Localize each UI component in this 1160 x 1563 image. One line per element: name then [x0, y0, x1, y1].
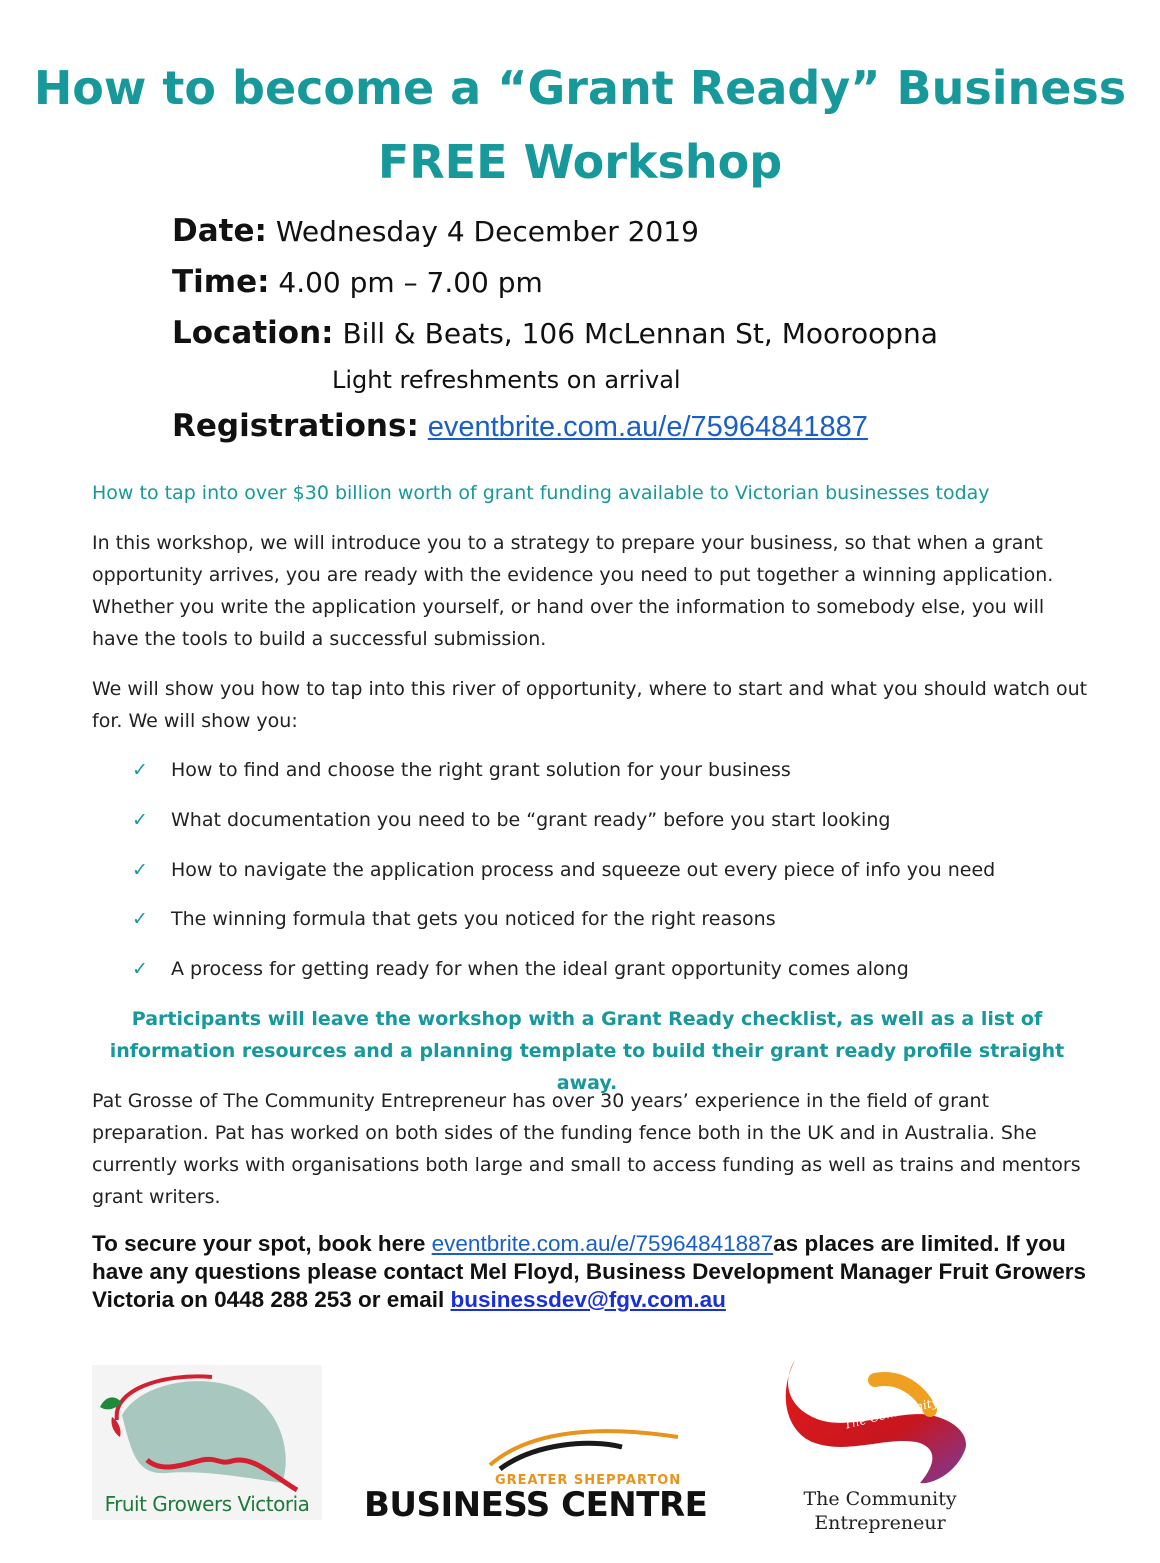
date-label: Date: — [172, 213, 267, 249]
highlight-paragraph: Participants will leave the workshop with a Grant Ready checklist, as well as a list of information resources and a planning template to build their grant ready profile straight away. — [109, 1008, 1065, 1094]
gsbc-logo — [360, 1425, 708, 1525]
show-you-paragraph: We will show you how to tap into this river of opportunity, where to start and what you should watch out for. We will show you: — [92, 678, 1088, 732]
list-item — [132, 903, 995, 953]
list-item-text: The winning formula that gets you noticed for the right reasons — [171, 908, 776, 931]
tce-ribbon-icon — [780, 1355, 1024, 1490]
list-item-text: What documentation you need to be “grant ready” before you start looking — [171, 808, 891, 831]
tce-ribbon-text: The Community Entrepreneur — [842, 1373, 1024, 1432]
list-item — [132, 804, 995, 854]
presenter-paragraph: Pat Grosse of The Community Entrepreneur has over 30 years’ experience in the field of grant preparation. Pat has worked on both sides of the funding fence both in the UK and in Australia. She currently works with organisations both large and small to access funding as well as trains and mentors grant writers. — [92, 1090, 1081, 1208]
cta-prefix: To secure your spot, book here — [92, 1231, 432, 1256]
location-row — [172, 308, 938, 359]
list-item — [132, 754, 995, 804]
fgv-logo — [92, 1365, 322, 1520]
call-to-action — [92, 1230, 1102, 1314]
location-label: Location: — [172, 315, 334, 351]
list-item-text: How to navigate the application process and squeeze out every piece of info you need — [171, 858, 996, 881]
registrations-row — [172, 401, 938, 452]
gsbc-small-text: GREATER SHEPPARTON — [495, 1473, 682, 1488]
tce-name-line1: The Community — [803, 1488, 957, 1510]
location-value: Bill & Beats, 106 McLennan St, Mooroopna — [342, 317, 938, 350]
list-item — [132, 953, 995, 1003]
date-value: Wednesday 4 December 2019 — [275, 215, 699, 248]
time-value: 4.00 pm – 7.00 pm — [278, 266, 543, 299]
intro-heading: How to tap into over $30 billion worth of grant funding available to Victorian businesses today — [92, 482, 990, 504]
location-note: Light refreshments on arrival — [332, 366, 681, 394]
cta-email-link[interactable]: businessdev@fgv.com.au — [450, 1287, 726, 1312]
checkmark-icon: ✓ — [132, 958, 148, 981]
list-item — [132, 854, 995, 904]
registrations-link[interactable]: eventbrite.com.au/e/75964841887 — [427, 411, 868, 443]
tce-name-line2: Entrepreneur — [814, 1512, 946, 1534]
checkmark-icon: ✓ — [132, 759, 148, 781]
list-item-text: How to find and choose the right grant solution for your business — [171, 759, 791, 781]
tce-logo — [780, 1355, 1024, 1540]
checkmark-icon: ✓ — [132, 808, 148, 831]
fgv-name: Fruit Growers Victoria — [104, 1492, 310, 1516]
registrations-label: Registrations: — [172, 408, 419, 444]
fgv-apple-icon — [92, 1365, 322, 1490]
time-row — [172, 257, 938, 308]
gsbc-arc-icon — [360, 1425, 680, 1475]
list-item-text: A process for getting ready for when the ideal grant opportunity comes along — [171, 958, 909, 981]
intro-paragraph: In this workshop, we will introduce you to a strategy to prepare your business, so that when a grant opportunity arrives, you are ready with the evidence you need to put together a winning application. Whether you write the application yourself, or hand over the information to somebody else, you will have the tools to build a successful submission. — [92, 532, 1054, 650]
checklist — [132, 754, 995, 1003]
time-label: Time: — [172, 264, 270, 300]
page-subtitle: FREE Workshop — [377, 135, 783, 189]
gsbc-big-text: BUSINESS CENTRE — [364, 1485, 708, 1525]
date-row — [172, 206, 938, 257]
cta-booking-link[interactable]: eventbrite.com.au/e/75964841887 — [431, 1231, 774, 1256]
cta-suffix: as places are limited. If you have any questions please contact Mel Floyd, Business Development Manager Fruit Growers Victoria on 0448 288 253 or email — [92, 1231, 1087, 1312]
checkmark-icon: ✓ — [132, 908, 148, 931]
event-details — [172, 206, 938, 452]
checkmark-icon: ✓ — [132, 858, 148, 881]
page-title: How to become a “Grant Ready” Business — [33, 61, 1127, 115]
